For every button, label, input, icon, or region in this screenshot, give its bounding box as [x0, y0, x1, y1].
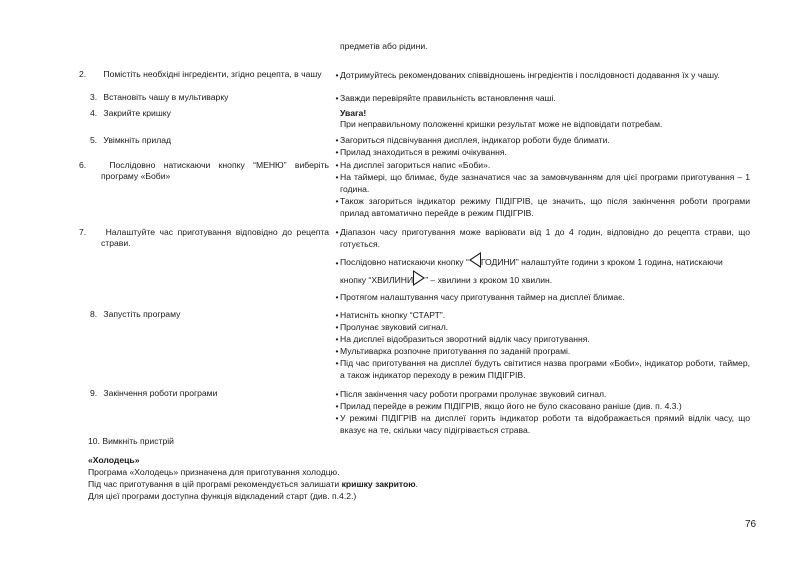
bullet: •: [335, 401, 339, 411]
note-s7-1: Діапазон часу приготування може варіювати від 1 до 4 годин, відповідно до рецепта страви, що готується.: [340, 227, 750, 249]
step-10: [88, 436, 316, 447]
bullet: •: [335, 310, 339, 320]
note-s9-2: Прилад перейде в режим ПІДІГРІВ, якщо його не було скасовано раніше (див. п. 4.3.): [340, 401, 682, 411]
note-s7-2c: кнопку “ХВИЛИНИ: [340, 275, 414, 285]
note-s9-3: У режимі ПІДІГРІВ на дисплеї горить індикатор роботи та відображається прямий відлік часу, що вказує на те, скільки часу підігрівається страва.: [340, 413, 750, 435]
hours-button-icon: [469, 252, 481, 268]
page-number: 76: [745, 519, 757, 530]
step-num: 3.: [90, 92, 98, 102]
step-text: Увімкніть прилад: [103, 135, 172, 145]
warning-text: При неправильному положенні кришки результат може не відповідати потребам.: [340, 119, 663, 129]
bullet: •: [335, 147, 339, 157]
lid-closed-emphasis: кришку закритою: [341, 479, 416, 489]
step-7: [79, 227, 329, 249]
note-s7-2d: ” – хвилини з кроком 10 хвилин.: [425, 275, 553, 285]
note-s7-3: Протягом налаштування часу приготування таймер на дисплеї блимає.: [340, 292, 625, 302]
section-line-3: Для цієї програми доступна функція відкладений старт (див. п.4.2.): [88, 491, 357, 501]
bullet: •: [335, 334, 339, 344]
step-4: [90, 108, 318, 119]
section-line-2c: .: [415, 479, 418, 489]
bullet: •: [335, 322, 339, 332]
step-num: 8.: [90, 309, 98, 319]
bullet: •: [335, 227, 339, 237]
step-5: [90, 135, 318, 146]
note-s7-2: [340, 252, 750, 288]
note-s2: Дотримуйтесь рекомендованих співвідношень інгредієнтів і послідовності додавання їх у чашу.: [340, 70, 720, 80]
intro-line: предметів або рідини.: [340, 41, 428, 51]
step-num: 6.: [79, 160, 87, 170]
section-line-2a: Під час приготування в цій програмі рекомендується залишати: [88, 479, 342, 489]
step-3: [90, 92, 318, 103]
bullet: •: [335, 413, 339, 423]
note-s8-4: Мультиварка розпочне приготування по заданій програмі.: [340, 346, 571, 356]
note-s7-2b: ГОДИНИ” налаштуйте години з кроком 1 година, натискаючи: [480, 257, 723, 267]
step-num: 4.: [90, 108, 98, 118]
bullet: •: [335, 258, 339, 268]
bullet: •: [335, 196, 339, 206]
step-text: Закрийте кришку: [103, 108, 171, 118]
step-text: Помістіть необхідні інгредієнти, згідно рецепта, в чашу: [103, 69, 322, 79]
step-num: 9.: [90, 388, 98, 398]
note-s3: Завжди перевіряйте правильність встановлення чаші.: [340, 93, 556, 103]
note-s5-1: Загориться підсвічування дисплея, індикатор роботи буде блимати.: [340, 135, 610, 145]
bullet: •: [335, 172, 339, 182]
warning-title: Увага!: [340, 108, 367, 118]
step-8: [90, 309, 318, 320]
step-9: [90, 388, 318, 399]
bullet: •: [335, 292, 339, 302]
note-s7-2a: Послідовно натискаючи кнопку “: [340, 257, 469, 267]
step-num: 2.: [79, 69, 87, 79]
step-6: [79, 160, 329, 182]
note-s6-3: Також загориться індикатор режиму ПІДІГРІВ, це значить, що після закінчення роботи програми прилад автоматично перейде в режим ПІДІГРІВ.: [340, 196, 750, 218]
step-text: Вимкніть пристрій: [102, 436, 174, 446]
bullet: •: [335, 70, 339, 80]
step-text: Закінчення роботи програми: [103, 388, 218, 398]
section-title: «Холодець»: [88, 455, 140, 465]
step-num: 7.: [79, 227, 87, 237]
bullet: •: [335, 389, 339, 399]
bullet: •: [335, 93, 339, 103]
note-s8-5: Під час приготування на дисплеї будуть світитися назва програми «Боби», індикатор роботи, таймер, а також індикатор переходу в режим ПІДІГРІВ.: [340, 358, 750, 380]
section-line-1: Програма «Холодець» призначена для приготування холодцю.: [88, 467, 340, 477]
note-s9-1: Після закінчення часу роботи програми пролунає звуковий сигнал.: [340, 389, 607, 399]
bullet: •: [335, 135, 339, 145]
step-text: Запустіть програму: [103, 309, 181, 319]
note-s6-2: На таймері, що блимає, буде зазначатися час за замовчуванням для цієї програми приготування – 1 година.: [340, 172, 750, 194]
step-text: Послідовно натискаючи кнопку “МЕНЮ” виберіть програму «Боби»: [101, 160, 329, 181]
bullet: •: [335, 160, 339, 170]
step-num: 5.: [90, 135, 98, 145]
section-line-2: [88, 479, 748, 491]
step-num: 10.: [88, 436, 100, 446]
step-2: [79, 69, 329, 80]
note-s8-3: На дисплеї відобразиться зворотний відлік часу приготування.: [340, 334, 590, 344]
note-s5-2: Прилад знаходиться в режимі очікування.: [340, 147, 507, 157]
note-s8-2: Пролунає звуковий сигнал.: [340, 322, 449, 332]
step-text: Встановіть чашу в мультиварку: [103, 92, 229, 102]
bullet: •: [335, 346, 339, 356]
minutes-button-icon: [413, 270, 425, 286]
note-s8-1: Натисніть кнопку “СТАРТ”.: [340, 310, 446, 320]
bullet: •: [335, 358, 339, 368]
step-text: Налаштуйте час приготування відповідно до рецепта страви.: [101, 227, 329, 248]
note-s6-1: На дисплеї загориться напис «Боби».: [340, 160, 491, 170]
